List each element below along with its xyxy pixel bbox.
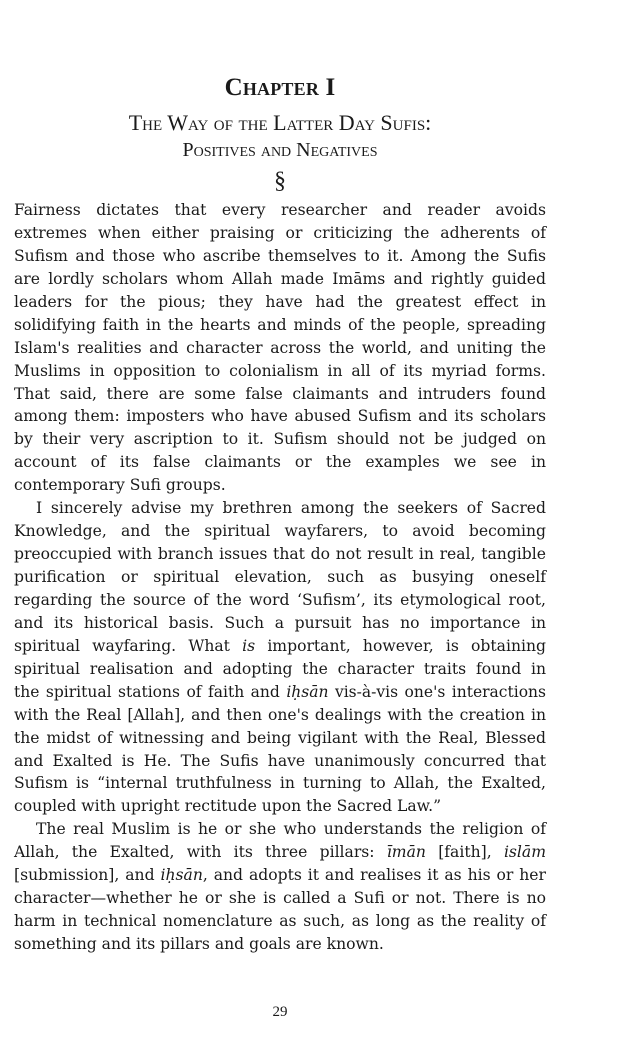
text-line: Fairness dictates that every researcher and reader avoids bbox=[14, 201, 546, 219]
page-number: 29 bbox=[272, 1004, 288, 1020]
chapter-subtitle-line-2: Positives and Negatives bbox=[182, 139, 378, 161]
text-line: by their very ascription to it. Sufism should not be judged on bbox=[14, 430, 546, 449]
text-line: coupled with upright rectitude upon the Sacred Law.” bbox=[14, 797, 442, 816]
body-text bbox=[14, 199, 546, 956]
text-line: [submission], and iḥsān, and adopts it and realises it as his or her bbox=[14, 866, 546, 885]
text-line: the spiritual stations of faith and iḥsān vis-à-vis one's interactions bbox=[14, 682, 546, 701]
text-line: harm in technical nomenclature as such, as long as the reality of bbox=[14, 912, 546, 931]
text-line: character—whether he or she is called a Sufi or not. There is no bbox=[14, 889, 546, 908]
text-line: something and its pillars and goals are known. bbox=[14, 935, 384, 953]
chapter-subtitle-line-1: The Way of the Latter Day Sufis: bbox=[128, 110, 432, 135]
paragraph bbox=[14, 199, 546, 497]
text-line: The real Muslim is he or she who understands the religion of bbox=[36, 820, 546, 839]
text-line: leaders for the pious; they have had the greatest effect in bbox=[14, 292, 546, 311]
text-line: are lordly scholars whom Allah made Imāms and rightly guided bbox=[14, 269, 546, 288]
text-line: Sufism is “internal truthfulness in turning to Allah, the Exalted, bbox=[14, 774, 546, 793]
text-line: account of its false claimants or the examples we see in bbox=[14, 453, 546, 472]
text-line: Islam's realities and character across the world, and uniting the bbox=[14, 338, 546, 357]
text-line: the midst of witnessing and being vigilant with the Real, Blessed bbox=[14, 728, 546, 747]
text-line: solidifying faith in the hearts and minds of the people, spreading bbox=[14, 315, 546, 334]
text-line: purification or spiritual elevation, such as busying oneself bbox=[14, 568, 546, 586]
text-line: That said, there are some false claimants and intruders found bbox=[14, 384, 546, 403]
text-line: and its historical basis. Such a pursuit has no importance in bbox=[14, 613, 546, 632]
text-line: spiritual wayfaring. What is important, however, is obtaining bbox=[14, 636, 546, 655]
text-line: spiritual realisation and adopting the character traits found in bbox=[14, 659, 546, 678]
text-line: among them: imposters who have abused Sufism and its scholars bbox=[14, 407, 546, 426]
paragraph bbox=[14, 818, 546, 956]
section-mark: § bbox=[274, 168, 286, 194]
text-line: Muslims in opposition to colonialism in all of its myriad forms. bbox=[14, 361, 546, 380]
text-line: with the Real [Allah], and then one's dealings with the creation in bbox=[14, 705, 546, 724]
text-line: Knowledge, and the spiritual wayfarers, to avoid becoming bbox=[14, 522, 546, 541]
text-line: Allah, the Exalted, with its three pillars: īmān [faith], islām bbox=[14, 843, 546, 862]
text-line: extremes when either praising or criticizing the adherents of bbox=[14, 223, 546, 242]
text-line: contemporary Sufi groups. bbox=[14, 476, 226, 495]
text-line: and Exalted is He. The Sufis have unanimously concurred that bbox=[14, 751, 546, 770]
text-line: preoccupied with branch issues that do not result in real, tangible bbox=[14, 545, 546, 564]
text-line: I sincerely advise my brethren among the seekers of Sacred bbox=[36, 499, 546, 518]
paragraph bbox=[14, 497, 546, 818]
text-line: Sufism and those who ascribe themselves to it. Among the Sufis bbox=[14, 246, 546, 265]
chapter-title: Chapter I bbox=[224, 74, 336, 101]
text-line: regarding the source of the word ‘Sufism’, its etymological root, bbox=[14, 590, 546, 609]
